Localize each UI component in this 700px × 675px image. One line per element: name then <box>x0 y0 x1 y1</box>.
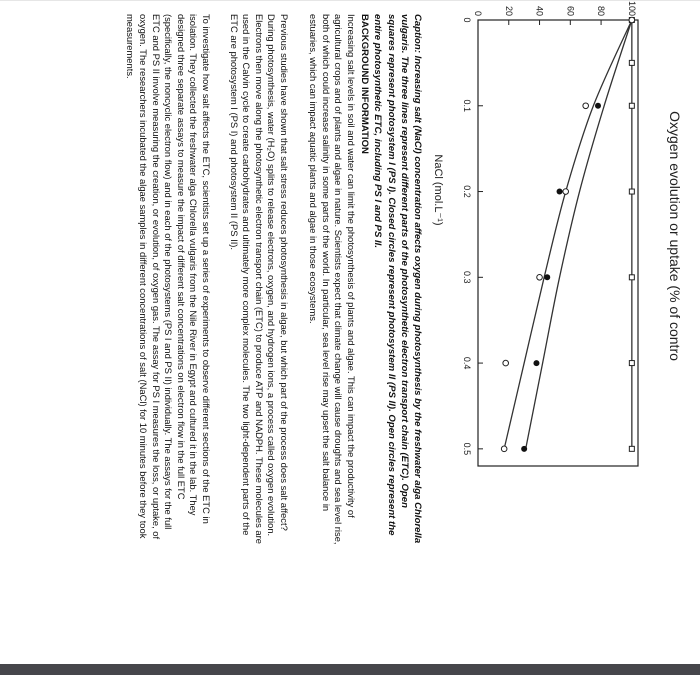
y-tick-label: 20 <box>503 5 514 16</box>
ps2-point <box>521 446 527 452</box>
figure-caption: Caption: Increasing salt (NaCl) concentration affects oxygen during photosynthesis by the freshwater alga Chlorella vulgaris. The three lines represent different parts of the photosynthetic electron transport chain (ETC). Open squares represent photosystem I (PS I). Closed circles represent photosystem II (PS II). Open circles represent the entire photosynthetic ETC, including PS I and PS II. <box>372 14 423 544</box>
y-tick-label: 100 <box>626 0 637 16</box>
x-tick-label: 0.3 <box>462 271 472 284</box>
x-tick-label: 0.4 <box>462 356 472 370</box>
ps2-point <box>533 360 539 366</box>
photo-edge <box>0 0 700 1</box>
x-tick-label: 0 <box>462 17 472 23</box>
ps1-point <box>629 103 634 108</box>
etc-curve <box>504 20 632 449</box>
chart-marks <box>501 17 634 452</box>
x-tick-label: 0.5 <box>462 442 472 456</box>
y-axis-label: Oxygen evolution or uptake (% of contro <box>667 111 683 361</box>
ps2-point <box>595 103 601 109</box>
ps1-point <box>629 275 634 280</box>
chart-curves <box>504 20 632 449</box>
ps2-point <box>557 189 563 195</box>
paragraph-1: Increasing salt levels in soil and water can limit the photosynthesis of plants and algae. This can impact the productivity of agricultural crops and of plants and algae in nature. Scientists expect that climate change will cause droughts and sea level rise, both of which could increase salinity in some parts of the world. In particular, sea level rise may upset the salt balance in estuaries, which can impact aquatic plants and algae in those ecosystems. <box>308 14 357 545</box>
x-axis-label: NaCl (mol.L⁻¹) <box>432 154 444 226</box>
etc-point <box>537 275 543 281</box>
etc-point <box>501 446 507 452</box>
etc-point <box>583 103 589 109</box>
x-tick-label: 0.1 <box>462 99 472 113</box>
ps2-curve <box>526 20 632 449</box>
etc-point <box>563 189 569 195</box>
figure <box>430 0 690 560</box>
etc-point <box>503 360 509 366</box>
y-tick-label: 80 <box>596 5 607 16</box>
y-tick-label: 60 <box>565 5 576 16</box>
paragraph-2: Previous studies have shown that salt stress reduces photosynthesis in algae, but which part of the process does salt affect? During photosynthesis, water (H₂O) splits to release electrons, oxygen, and hydrogen ions, a process called oxygen evolution. Electrons then move along the photosynthetic electron transport chain (ETC) to produce ATP and NADPH. These molecules are used in the Calvin cycle to create carbohydrates and ultimately more complex molecules. The two light-dependent parts of the ETC are photosystem I (PS I) and photosystem II (PS II). <box>228 14 290 544</box>
x-tick-label: 0.2 <box>462 185 472 198</box>
y-tick-label: 40 <box>534 5 545 16</box>
plot-frame <box>478 20 638 466</box>
section-title: BACKGROUND INFORMATION <box>359 14 370 154</box>
chart-axes <box>462 1 638 466</box>
ps1-point <box>629 60 634 65</box>
chart-svg <box>430 0 690 560</box>
ps1-point <box>629 189 634 194</box>
ps1-point <box>629 361 634 366</box>
ps2-point <box>544 274 550 280</box>
paragraph-3: To investigate how salt affects the ETC, scientists set up a series of experiments to observe different sections of the ETC in isolation. They collected the freshwater alga Chlorella vulgaris from the Nile River in Egypt and cultured it in the lab. They designed three separate assays to measure the impact of different salt concentrations on electron flow in the full ETC (specifically, the noncyclic electron flow) and in each of the photosystems (PS I and PS II) individually. The assays for the full ETC and PS II involve measuring the creation, or evolution, of oxygen gas. The assay for PS I measures the loss, or uptake, of oxygen. The researchers incubated the algae samples in different concentrations of salt (NaCl) for 10 minutes before they took measurements. <box>125 14 212 540</box>
photo-bottom-border <box>0 664 700 675</box>
ps1-point <box>629 446 634 451</box>
y-tick-label: 0 <box>473 10 483 16</box>
etc-point <box>629 17 635 23</box>
